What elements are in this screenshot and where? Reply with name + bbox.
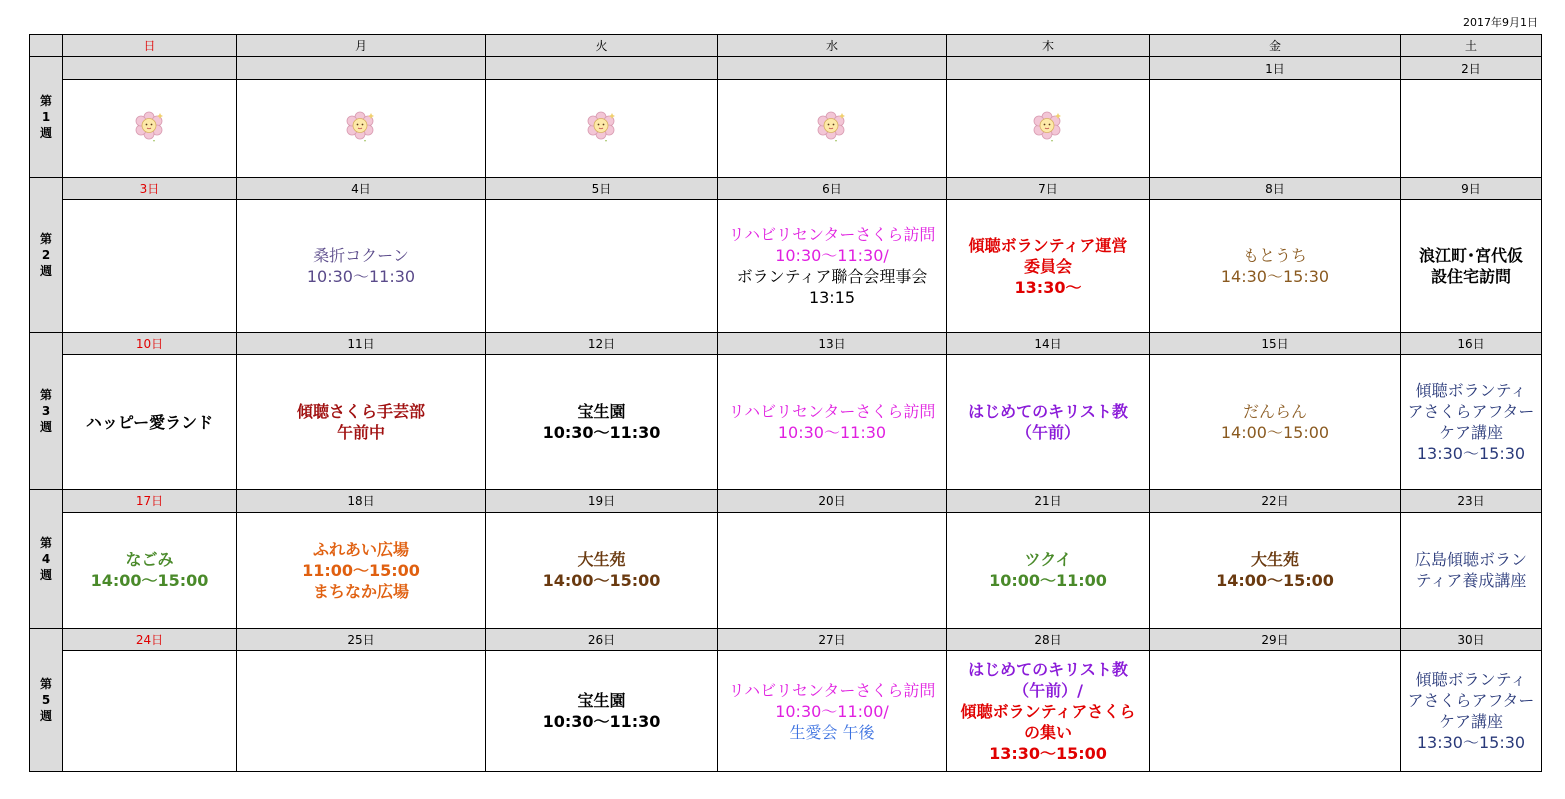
- event-line: 傾聴ボランティ: [1415, 670, 1527, 690]
- date-stamp: 2017年9月1日: [1463, 16, 1538, 29]
- date-cell-fri: 1日: [1150, 57, 1401, 79]
- event-line: だんらん: [1242, 402, 1307, 422]
- day-cell: [237, 79, 486, 177]
- date-cell-thu: 7日: [947, 177, 1150, 199]
- event-line: 10:30〜11:30: [542, 712, 661, 732]
- event-line: リハビリセンターさくら訪問: [728, 680, 936, 700]
- calendar-table: [29, 34, 1542, 772]
- event-line: ふれあい広場: [312, 539, 409, 559]
- date-cell-thu: 21日: [947, 490, 1150, 512]
- date-cell-sat: 16日: [1401, 333, 1542, 355]
- date-cell-fri: 15日: [1150, 333, 1401, 355]
- date-row: [30, 629, 1542, 651]
- week-label-text: 第5週: [40, 677, 53, 724]
- date-cell-tue: 12日: [486, 333, 718, 355]
- day-cell: [237, 512, 486, 628]
- date-cell-wed: 20日: [718, 490, 947, 512]
- day-cell: [947, 651, 1150, 772]
- day-cell: [718, 651, 947, 772]
- week-label: [30, 177, 63, 332]
- week-label-text: 第3週: [40, 388, 53, 435]
- week-label-text: 第1週: [40, 94, 53, 141]
- event-line: 14:00〜15:00: [542, 571, 661, 591]
- weekday-header-fri: 金: [1150, 35, 1401, 57]
- day-cell: [63, 355, 237, 490]
- date-cell-mon: 18日: [237, 490, 486, 512]
- date-cell-wed: 6日: [718, 177, 947, 199]
- weekday-header-wed: 水: [718, 35, 947, 57]
- weekday-header-row: [30, 35, 1542, 57]
- date-cell-sun: 3日: [63, 177, 237, 199]
- event-line: 14:30〜15:30: [1220, 267, 1330, 287]
- date-cell-mon: 11日: [237, 333, 486, 355]
- event-line: 10:30〜11:30/: [775, 246, 889, 266]
- day-cell: [718, 512, 947, 628]
- event-line: 13:30〜: [1014, 277, 1082, 297]
- event-line: なごみ: [125, 550, 174, 570]
- event-line: ケア講座: [1438, 423, 1503, 443]
- flower-mascot-icon: [585, 109, 619, 148]
- day-cell: [63, 512, 237, 628]
- date-cell-mon: 25日: [237, 629, 486, 651]
- event-line: 生愛会 午後: [789, 722, 875, 742]
- event-line: （午前）: [1015, 423, 1080, 443]
- day-cell: [1150, 651, 1401, 772]
- event-line: もとうち: [1242, 246, 1307, 266]
- event-line: 傾聴ボランティ: [1415, 381, 1527, 401]
- event-line: 14:00〜15:00: [90, 571, 209, 591]
- event-line: 委員会: [1023, 256, 1072, 276]
- week-label: [30, 490, 63, 629]
- date-cell-fri: 22日: [1150, 490, 1401, 512]
- date-cell-thu: [947, 57, 1150, 79]
- day-cell: [486, 355, 718, 490]
- event-line: 傾聴さくら手芸部: [296, 402, 425, 422]
- date-cell-sun: 17日: [63, 490, 237, 512]
- event-line: 宝生園: [577, 691, 626, 711]
- event-line: 14:00〜15:00: [1220, 423, 1330, 443]
- weekday-header-tue: 火: [486, 35, 718, 57]
- event-line: ケア講座: [1438, 712, 1503, 732]
- day-cell: [486, 512, 718, 628]
- corner-cell: [30, 35, 63, 57]
- event-line: アさくらアフター: [1407, 402, 1535, 422]
- date-cell-sun: 24日: [63, 629, 237, 651]
- date-cell-sat: 23日: [1401, 490, 1542, 512]
- event-line: 浪江町･宮代仮: [1418, 246, 1523, 266]
- day-cell: [1150, 512, 1401, 628]
- date-cell-mon: [237, 57, 486, 79]
- date-cell-wed: 13日: [718, 333, 947, 355]
- week-label: [30, 629, 63, 772]
- date-cell-fri: 29日: [1150, 629, 1401, 651]
- date-cell-sun: [63, 57, 237, 79]
- date-cell-tue: 5日: [486, 177, 718, 199]
- weekday-header-sun: 日: [63, 35, 237, 57]
- event-line: （午前）/: [1013, 680, 1083, 700]
- event-line: ツクイ: [1024, 550, 1072, 570]
- day-cell: [1401, 355, 1542, 490]
- date-cell-thu: 14日: [947, 333, 1150, 355]
- date-cell-sat: 2日: [1401, 57, 1542, 79]
- weekday-header-thu: 木: [947, 35, 1150, 57]
- event-line: はじめてのキリスト教: [968, 402, 1128, 422]
- flower-mascot-icon: [1031, 109, 1065, 148]
- day-cell: [63, 200, 237, 333]
- event-line: 11:00〜15:00: [302, 560, 420, 580]
- day-cell: [1401, 200, 1542, 333]
- date-cell-sun: 10日: [63, 333, 237, 355]
- event-line: の集い: [1023, 722, 1072, 742]
- event-line: 10:30〜11:00/: [775, 701, 889, 721]
- event-line: リハビリセンターさくら訪問: [728, 225, 936, 245]
- event-line: 設住宅訪問: [1430, 267, 1511, 287]
- date-cell-fri: 8日: [1150, 177, 1401, 199]
- event-line: 桑折コクーン: [313, 246, 409, 266]
- content-row: [30, 512, 1542, 628]
- day-cell: [1401, 651, 1542, 772]
- event-line: 大生苑: [1250, 550, 1299, 570]
- day-cell: [947, 79, 1150, 177]
- date-cell-wed: 27日: [718, 629, 947, 651]
- day-cell: [718, 355, 947, 490]
- day-cell: [1150, 355, 1401, 490]
- flower-mascot-icon: [344, 109, 378, 148]
- date-cell-sat: 30日: [1401, 629, 1542, 651]
- event-line: 13:30〜15:30: [1416, 733, 1526, 753]
- day-cell: [237, 200, 486, 333]
- event-line: 10:30〜11:30: [777, 423, 887, 443]
- week-label-text: 第4週: [40, 536, 53, 583]
- content-row: [30, 200, 1542, 333]
- weekday-header-sat: 土: [1401, 35, 1542, 57]
- day-cell: [1401, 512, 1542, 628]
- event-line: 大生苑: [577, 550, 626, 570]
- event-line: ボランティア聯合会理事会: [736, 267, 928, 287]
- flower-mascot-icon: [815, 109, 849, 148]
- event-line: 広島傾聴ボラン: [1414, 550, 1527, 570]
- weekday-header-mon: 月: [237, 35, 486, 57]
- week-label-text: 第2週: [40, 231, 53, 278]
- day-cell: [486, 651, 718, 772]
- content-row: [30, 79, 1542, 177]
- date-cell-mon: 4日: [237, 177, 486, 199]
- day-cell: [63, 651, 237, 772]
- date-row: [30, 490, 1542, 512]
- flower-mascot-icon: [133, 109, 167, 148]
- date-cell-tue: [486, 57, 718, 79]
- event-line: 午前中: [336, 423, 385, 443]
- event-line: ハッピー愛ランド: [85, 412, 214, 432]
- event-line: 10:30〜11:30: [306, 267, 416, 287]
- day-cell: [947, 512, 1150, 628]
- day-cell: [947, 355, 1150, 490]
- day-cell: [237, 355, 486, 490]
- event-line: アさくらアフター: [1407, 691, 1535, 711]
- week-label: [30, 333, 63, 490]
- event-line: はじめてのキリスト教: [968, 659, 1128, 679]
- day-cell: [718, 200, 947, 333]
- event-line: まちなか広場: [312, 581, 409, 601]
- event-line: 傾聴ボランティアさくら: [960, 701, 1136, 721]
- day-cell: [947, 200, 1150, 333]
- date-cell-thu: 28日: [947, 629, 1150, 651]
- day-cell: [718, 79, 947, 177]
- event-line: 宝生園: [577, 402, 626, 422]
- event-line: 10:00〜11:00: [989, 571, 1107, 591]
- date-cell-tue: 26日: [486, 629, 718, 651]
- day-cell: [1401, 79, 1542, 177]
- event-line: 13:30〜15:00: [989, 743, 1107, 763]
- event-line: 14:00〜15:00: [1216, 571, 1334, 591]
- date-row: [30, 57, 1542, 79]
- content-row: [30, 651, 1542, 772]
- event-line: ティア養成講座: [1415, 571, 1527, 591]
- event-line: 13:30〜15:30: [1416, 444, 1526, 464]
- date-cell-wed: [718, 57, 947, 79]
- date-cell-tue: 19日: [486, 490, 718, 512]
- day-cell: [237, 651, 486, 772]
- content-row: [30, 355, 1542, 490]
- day-cell: [1150, 200, 1401, 333]
- day-cell: [1150, 79, 1401, 177]
- date-row: [30, 177, 1542, 199]
- event-line: 10:30〜11:30: [542, 423, 661, 443]
- day-cell: [63, 79, 237, 177]
- event-line: 傾聴ボランティア運営: [968, 235, 1128, 255]
- day-cell: [486, 79, 718, 177]
- week-label: [30, 57, 63, 177]
- date-row: [30, 333, 1542, 355]
- day-cell: [486, 200, 718, 333]
- event-line: 13:15: [808, 288, 856, 308]
- event-line: リハビリセンターさくら訪問: [728, 402, 936, 422]
- date-cell-sat: 9日: [1401, 177, 1542, 199]
